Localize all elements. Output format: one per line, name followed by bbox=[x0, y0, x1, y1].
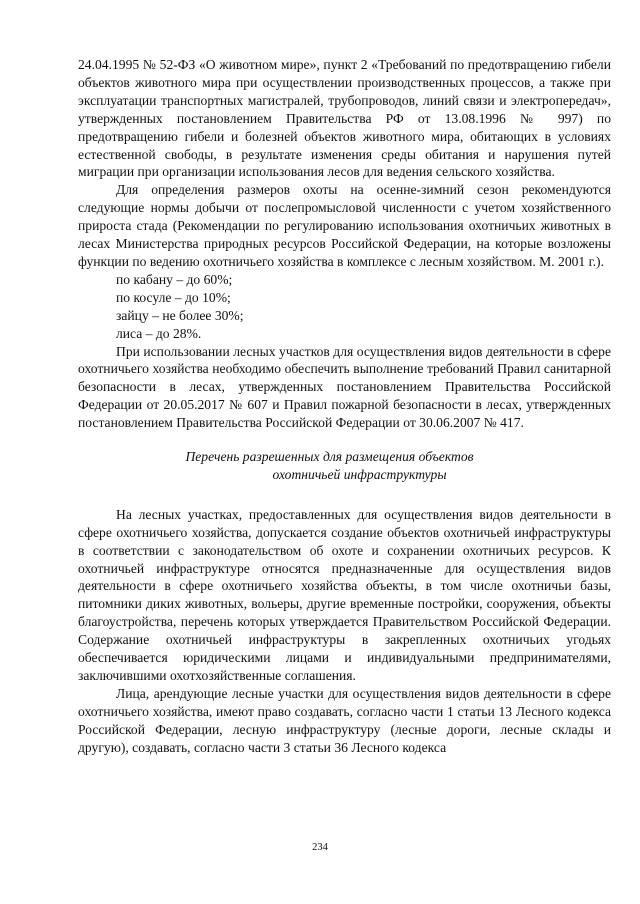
norm-item-roe-deer: по косуле – до 10%; bbox=[116, 289, 231, 305]
norm-item-hare: зайцу – не более 30%; bbox=[116, 307, 244, 323]
paragraph-infrastructure: На лесных участках, предоставленных для осуществления видов деятельности в сфере охотничьего хозяйства, допускается создание объектов охотничьей инфраструктуры в соответствии с законодательством об охоте и сохранении охотничьих ресурсов. К охотничьей инфраструктуре относятся предназначенные для осуществления видов деятельности в сфере охотничьего хозяйства объекты, в том числе охотничьи базы, питомники диких животных, вольеры, другие временные постройки, сооружения, объекты благоустройства, перечень которых утверждается Правительством Российской Федерации. Содержание охотничьей инфраструктуры в закрепленных охотничьих угодьях обеспечивается юридическими лицами и индивидуальными предпринимателями, заключившими охотхозяйственные соглашения. bbox=[78, 506, 611, 683]
page-number: 234 bbox=[312, 842, 328, 853]
section-heading-line-1: Перечень разрешенных для размещения объектов bbox=[185, 449, 474, 465]
paragraph-hunting-norms-intro: Для определения размеров охоты на осенне-зимний сезон рекомендуются следующие нормы добычи от послепромысловой численности с учетом хозяйственного прироста стада (Рекомендации по регулированию использования охотничьих животных в лесах Министерства природных ресурсов Российской Федерации, на которые возложены функции по ведению охотничьего хозяйства в комплексе с лесным хозяйством. М. 2001 г.). bbox=[78, 182, 611, 269]
norm-item-boar: по кабану – до 60%; bbox=[116, 271, 233, 287]
document-page bbox=[78, 56, 611, 757]
paragraph-law-reference: 24.04.1995 № 52-ФЗ «О животном мире», пункт 2 «Требований по предотвращению гибели объектов животного мира при осуществлении производственных процессов, а также при эксплуатации транспортных магистралей, трубопроводов, линий связи и электропередач», утвержденных постановлением Правительства РФ от 13.08.1996 № 997) по предотвращению гибели и болезней объектов животного мира, обитающих в условиях естественной свободы, в результате изменения среды обитания и нарушения путей миграции при организации использования лесов для ведения сельского хозяйства. bbox=[78, 57, 611, 180]
section-heading bbox=[78, 448, 611, 484]
norms-list bbox=[78, 271, 611, 343]
norm-item-fox: лиса – до 28%. bbox=[116, 325, 202, 341]
paragraph-lessees-rights: Лица, арендующие лесные участки для осуществления видов деятельности в сфере охотничьего хозяйства, имеют право создавать, согласно части 1 статьи 13 Лесного кодекса Российской Федерации, лесную инфраструктуру (лесные дороги, лесные склады и другую), создавать, согласно части 3 статьи 36 Лесного кодекса bbox=[78, 685, 611, 755]
section-heading-line-2: охотничьей инфраструктуры bbox=[272, 466, 447, 482]
paragraph-safety-rules: При использовании лесных участков для осуществления видов деятельности в сфере охотничьего хозяйства необходимо обеспечить выполнение требований Правил санитарной безопасности в лесах, утвержденных постановлением Правительства Российской Федерации от 20.05.2017 № 607 и Правил пожарной безопасности в лесах, утвержденных постановлением Правительства Российской Федерации от 30.06.2007 № 417. bbox=[78, 343, 611, 431]
